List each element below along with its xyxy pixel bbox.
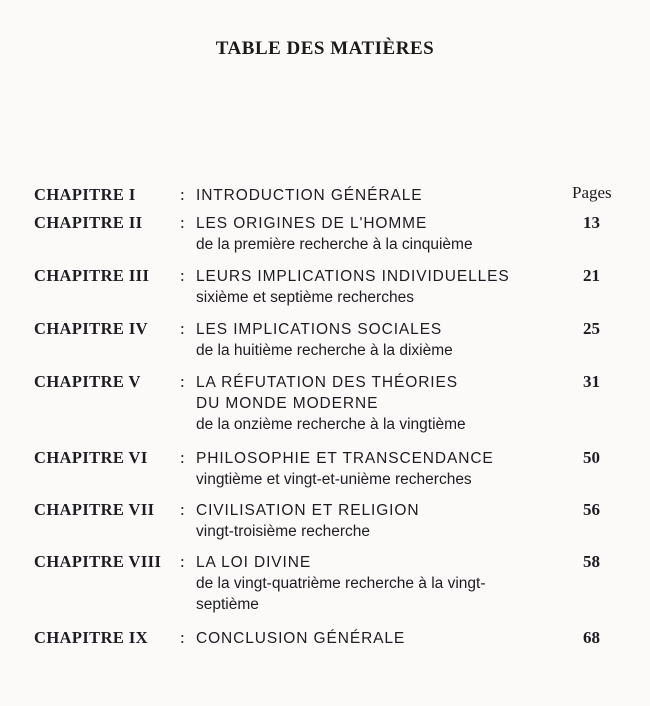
page-number: 21 [583,266,600,285]
page-number: 25 [583,319,600,338]
chapter-subtitle: de la vingt-quatrième recherche à la vingt- [196,575,486,592]
chapter-subtitle: de la onzième recherche à la vingtième [196,416,466,433]
chapter-label: CHAPITRE IV [34,319,148,338]
chapter-subtitle: de la première recherche à la cinquième [196,236,473,253]
separator-colon: : [180,372,185,391]
page-number: 13 [583,213,600,232]
chapter-title: INTRODUCTION GÉNÉRALE [196,187,423,204]
chapter-title-line-2: DU MONDE MODERNE [196,395,379,412]
chapter-title: CIVILISATION ET RELIGION [196,502,420,519]
page-number: 50 [583,448,600,467]
chapter-title: CONCLUSION GÉNÉRALE [196,630,406,647]
chapter-title: LES ORIGINES DE L'HOMME [196,215,428,232]
chapter-title: LA RÉFUTATION DES THÉORIES [196,374,458,391]
separator-colon: : [180,266,185,285]
separator-colon: : [180,628,185,647]
chapter-title: PHILOSOPHIE ET TRANSCENDANCE [196,450,494,467]
page-number: 31 [583,372,600,391]
page-number: 58 [583,552,600,571]
separator-colon: : [180,319,185,338]
chapter-subtitle: de la huitième recherche à la dixième [196,342,453,359]
chapter-label: CHAPITRE III [34,266,150,285]
pages-column-header: Pages [572,183,612,202]
chapter-label: CHAPITRE VII [34,500,155,519]
chapter-label: CHAPITRE V [34,372,141,391]
chapter-subtitle: vingt-troisième recherche [196,523,371,540]
chapter-title: LES IMPLICATIONS SOCIALES [196,321,443,338]
page-title: TABLE DES MATIÈRES [215,38,435,59]
chapter-title: LEURS IMPLICATIONS INDIVIDUELLES [196,268,510,285]
chapter-title: LA LOI DIVINE [196,554,312,571]
separator-colon: : [180,213,185,232]
page-number: 56 [583,500,600,519]
chapter-subtitle: sixième et septième recherches [196,289,414,306]
chapter-label: CHAPITRE I [34,185,136,204]
separator-colon: : [180,500,185,519]
separator-colon: : [180,552,185,571]
chapter-subtitle-line-2: septième [196,596,259,613]
page-number: 68 [583,628,600,647]
chapter-label: CHAPITRE II [34,213,143,232]
separator-colon: : [180,448,185,467]
chapter-subtitle: vingtième et vingt-et-unième recherches [196,471,472,488]
separator-colon: : [180,185,185,204]
chapter-label: CHAPITRE VI [34,448,148,467]
chapter-label: CHAPITRE VIII [34,552,162,571]
chapter-label: CHAPITRE IX [34,628,148,647]
